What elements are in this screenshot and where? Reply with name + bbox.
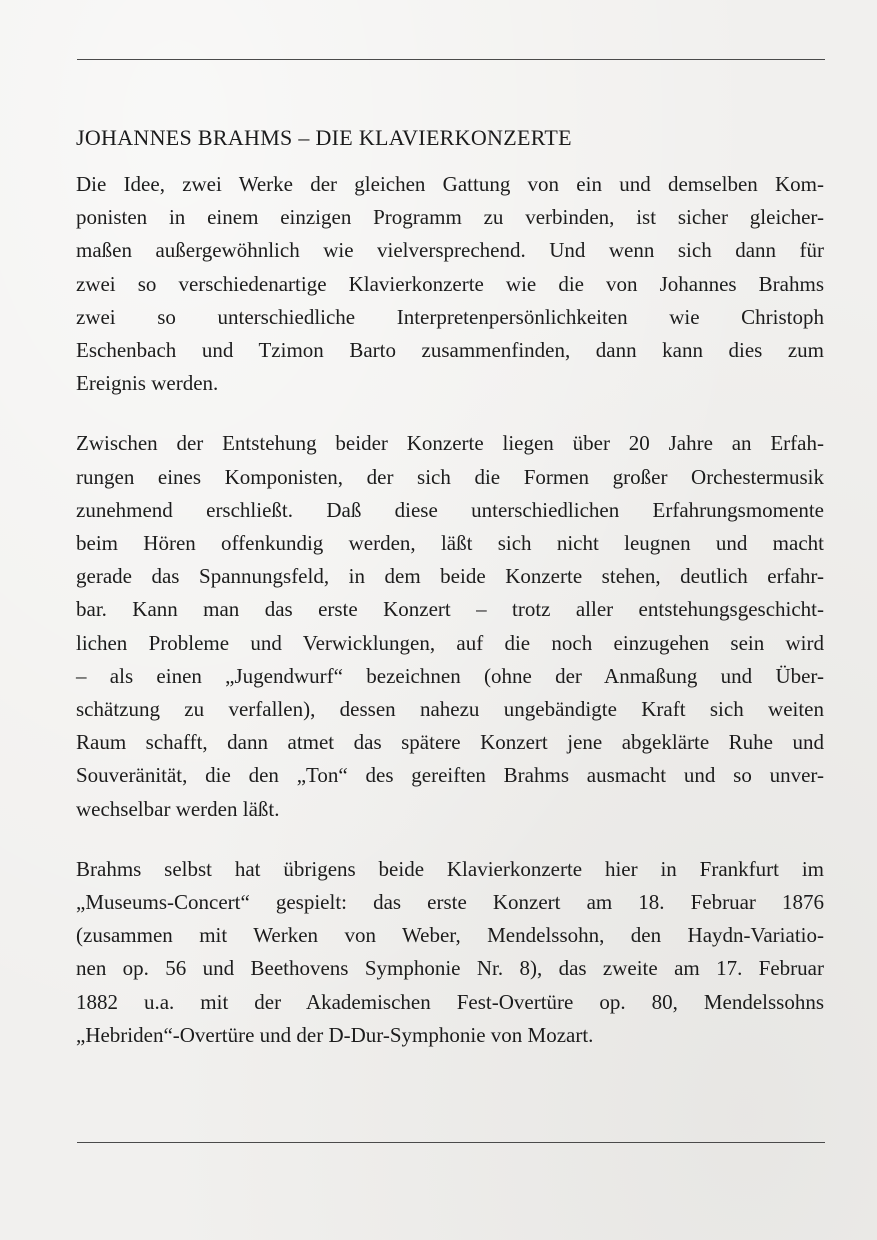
text-line: „Hebriden“-Overtüre und der D-Dur-Symphonie von Mozart. [76, 1022, 594, 1047]
text-line: maßen außergewöhnlich wie vielversprechend. Und wenn sich dann für [76, 238, 824, 263]
text-line: wechselbar werden läßt. [76, 796, 280, 821]
text-line: zwei so verschiedenartige Klavierkonzerte wie die von Johannes Brahms [76, 271, 824, 296]
article [76, 118, 824, 1052]
text-line: Die Idee, zwei Werke der gleichen Gattung von ein und demselben Kom- [76, 172, 824, 196]
text-line: Raum schafft, dann atmet das spätere Konzert jene abgeklärte Ruhe und [76, 730, 824, 755]
text-line: „Museums-Concert“ gespielt: das erste Konzert am 18. Februar 1876 [76, 890, 824, 915]
text-line: nen op. 56 und Beethovens Symphonie Nr. 8), das zweite am 17. Februar [76, 956, 824, 981]
text-line: ponisten in einem einzigen Programm zu verbinden, ist sicher gleicher- [76, 205, 824, 230]
text-line: zunehmend erschließt. Daß diese unterschiedlichen Erfahrungsmomente [76, 497, 824, 522]
top-divider [77, 59, 825, 60]
paragraph-3 [76, 853, 824, 1052]
text-line: bar. Kann man das erste Konzert – trotz aller entstehungsgeschicht- [76, 597, 824, 622]
paragraph-2 [76, 427, 824, 825]
text-line: beim Hören offenkundig werden, läßt sich nicht leugnen und macht [76, 531, 824, 556]
text-line: Brahms selbst hat übrigens beide Klavierkonzerte hier in Frankfurt im [76, 856, 824, 881]
text-line: Souveränität, die den „Ton“ des gereiften Brahms ausmacht und so unver- [76, 763, 824, 788]
article-heading: JOHANNES BRAHMS – DIE KLAVIERKONZERTE [76, 125, 572, 150]
text-line: lichen Probleme und Verwicklungen, auf die noch einzugehen sein wird [76, 630, 824, 655]
text-line: – als einen „Jugendwurf“ bezeichnen (ohne der Anmaßung und Über- [76, 663, 824, 688]
bottom-divider [77, 1142, 825, 1143]
text-line: schätzung zu verfallen), dessen nahezu ungebändigte Kraft sich weiten [76, 697, 824, 722]
text-line: 1882 u.a. mit der Akademischen Fest-Overtüre op. 80, Mendelssohns [76, 989, 824, 1014]
paragraph-1 [76, 168, 824, 400]
text-line: Ereignis werden. [76, 371, 219, 396]
text-line: Zwischen der Entstehung beider Konzerte liegen über 20 Jahre an Erfah- [76, 431, 824, 456]
text-line: Eschenbach und Tzimon Barto zusammenfinden, dann kann dies zum [76, 338, 824, 363]
text-line: zwei so unterschiedliche Interpretenpersönlichkeiten wie Christoph [76, 304, 824, 329]
text-line: gerade das Spannungsfeld, in dem beide Konzerte stehen, deutlich erfahr- [76, 564, 824, 589]
text-line: rungen eines Komponisten, der sich die Formen großer Orchestermusik [76, 464, 824, 489]
text-line: (zusammen mit Werken von Weber, Mendelssohn, den Haydn-Variatio- [76, 923, 824, 948]
